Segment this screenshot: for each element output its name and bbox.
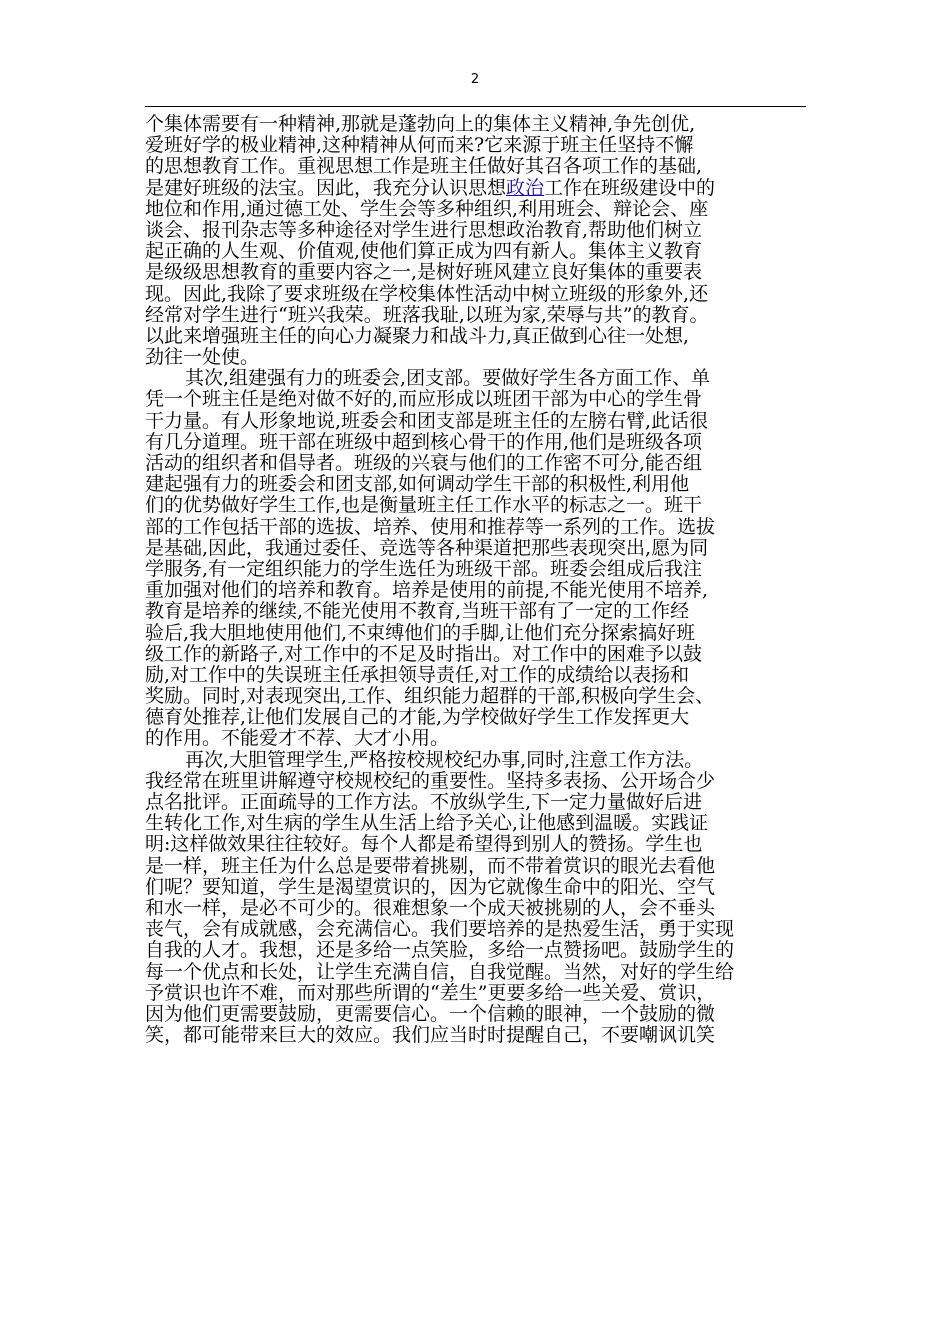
text-line: 德育处推荐,让他们发展自己的才能,为学校做好学生工作发挥更大: [145, 707, 690, 729]
text-line: 活动的组织者和倡导者。班级的兴衰与他们的工作密不可分,能否组: [145, 453, 703, 474]
text-line: 个集体需要有一种精神,那就是蓬勃向上的集体主义精神,争先创优,: [145, 114, 696, 135]
text-line: 重加强对他们的培养和教育。培养是使用的前提,不能光使用不培养,: [145, 580, 709, 602]
paragraph-1: [145, 114, 821, 368]
text-line: 再次,大胆管理学生,严格按校规校纪办事,同时,注意工作方法。: [185, 749, 704, 771]
politics-link[interactable]: 政治: [506, 177, 545, 199]
text-line: 验后,我大胆地使用他们,不束缚他们的手脚,让他们充分探索搞好班: [145, 622, 696, 644]
text-line: 凭一个班主任是绝对做不好的,而应形成以班团干部为中心的学生骨: [145, 389, 703, 411]
text-line: 劲往一处使。: [145, 347, 260, 369]
text-line: 点名批评。正面疏导的工作方法。不放纵学生,下一定力量做好后进: [145, 792, 703, 813]
text-line: 爱班好学的极业精神,这种精神从何而来?它来源于班主任坚持不懈: [145, 135, 694, 157]
text-line: 以此来增强班主任的向心力凝聚力和战斗力,真正做到心往一处想,: [145, 325, 690, 347]
text-line: 因为他们更需要鼓励，更需要信心。一个信赖的眼神，一个鼓励的微: [145, 1003, 716, 1025]
text-line: 级工作的新路子,对工作中的不足及时指出。对工作中的困难予以鼓: [145, 643, 703, 665]
text-line: 是级级思想教育的重要内容之一,是树好班风建立良好集体的重要表: [145, 262, 703, 284]
text-line: 自我的人才。我想，还是多给一点笑脸，多给一点赞扬吧。鼓励学生的: [145, 940, 735, 962]
text-line: 予赏识也许不难，而对那些所谓的“差生”更要多给一些关爱、赏识，: [145, 982, 716, 1004]
page-number: 2: [470, 72, 480, 87]
header-rule: [145, 106, 806, 107]
text-line: 有几分道理。班干部在班级中超到核心骨干的作用,他们是班级各项: [145, 431, 703, 453]
text-line: 们的优势做好学生工作,也是衡量班主任工作水平的标志之一。班干: [145, 495, 703, 517]
text-line: 经常对学生进行“班兴我荣。班落我耻,以班为家,荣辱与共”的教育。: [145, 304, 709, 326]
text-line: 地位和作用,通过德工处、学生会等多种组织,利用班会、辩论会、座: [145, 198, 709, 220]
text-line: 奖励。同时,对表现突出,工作、组织能力超群的干部,积极向学生会、: [145, 686, 715, 708]
text-line: 干力量。有人形象地说,班委会和团支部是班主任的左膀右臂,此话很: [145, 410, 709, 432]
text-line: 学服务,有一定组织能力的学生选任为班级干部。班委会组成后我注: [145, 558, 703, 580]
paragraph-3: [145, 750, 821, 1047]
text-line: 建起强有力的班委会和团支部,如何调动学生干部的积极性,利用他: [145, 474, 690, 496]
text-line: 是基础,因此，我通过委任、竞选等各种渠道把那些表现突出,愿为同: [145, 537, 709, 559]
text-line: 部的工作包括干部的选拔、培养、使用和推荐等一系列的工作。选拔: [145, 516, 716, 538]
text-line: 其次,组建强有力的班委会,团支部。要做好学生各方面工作、单: [185, 368, 711, 390]
text-segment: 工作在班级建设中的: [544, 177, 716, 199]
text-line: 谈会、报刊杂志等多种途径对学生进行思想政治教育,帮助他们树立: [145, 219, 703, 241]
text-line: 教育是培养的继续,不能光使用不教育,当班干部有了一定的工作经: [145, 601, 690, 623]
text-line: 起正确的人生观、价值观,使他们算正成为四有新人。集体主义教育: [145, 241, 703, 263]
text-line: 和水一样，是必不可少的。很难想象一个成天被挑剔的人，会不垂头: [145, 897, 716, 919]
text-line: 丧气，会有成就感，会充满信心。我们要培养的是热爱生活，勇于实现: [145, 919, 735, 941]
text-segment: 是建好班级的法宝。因此，我充分认识思想: [145, 177, 507, 199]
text-line-with-link: [145, 178, 821, 199]
document-body: [145, 114, 821, 1046]
text-line: 们呢？要知道，学生是渴望赏识的，因为它就像生命中的阳光、空气: [145, 876, 716, 898]
text-line: 的作用。不能爱才不荐、大才小用。: [145, 728, 450, 750]
paragraph-2: [145, 368, 821, 749]
text-line: 生转化工作,对生病的学生从生活上给予关心,让他感到温暖。实践证: [145, 813, 709, 835]
text-line: 是一样，班主任为什么总是要带着挑剔，而不带着赏识的眼光去看他: [145, 855, 716, 877]
text-line: 笑，都可能带来巨大的效应。我们应当时时提醒自己，不要嘲讽讥笑: [145, 1025, 716, 1047]
text-line: 每一个优点和长处，让学生充满自信，自我觉醒。当然，对好的学生给: [145, 961, 735, 983]
text-line: 我经常在班里讲解遵守校规校纪的重要性。坚持多表扬、公开场合少: [145, 770, 716, 792]
text-line: 明:这样做效果往往较好。每个人都是希望得到别人的赞扬。学生也: [145, 834, 703, 856]
text-line: 的思想教育工作。重视思想工作是班主任做好其召各项工作的基础,: [145, 156, 703, 178]
text-line: 励,对工作中的失误班主任承担领导责任,对工作的成绩给以表扬和: [145, 664, 690, 686]
text-line: 现。因此,我除了要求班级在学校集体性活动中树立班级的形象外,还: [145, 283, 709, 305]
